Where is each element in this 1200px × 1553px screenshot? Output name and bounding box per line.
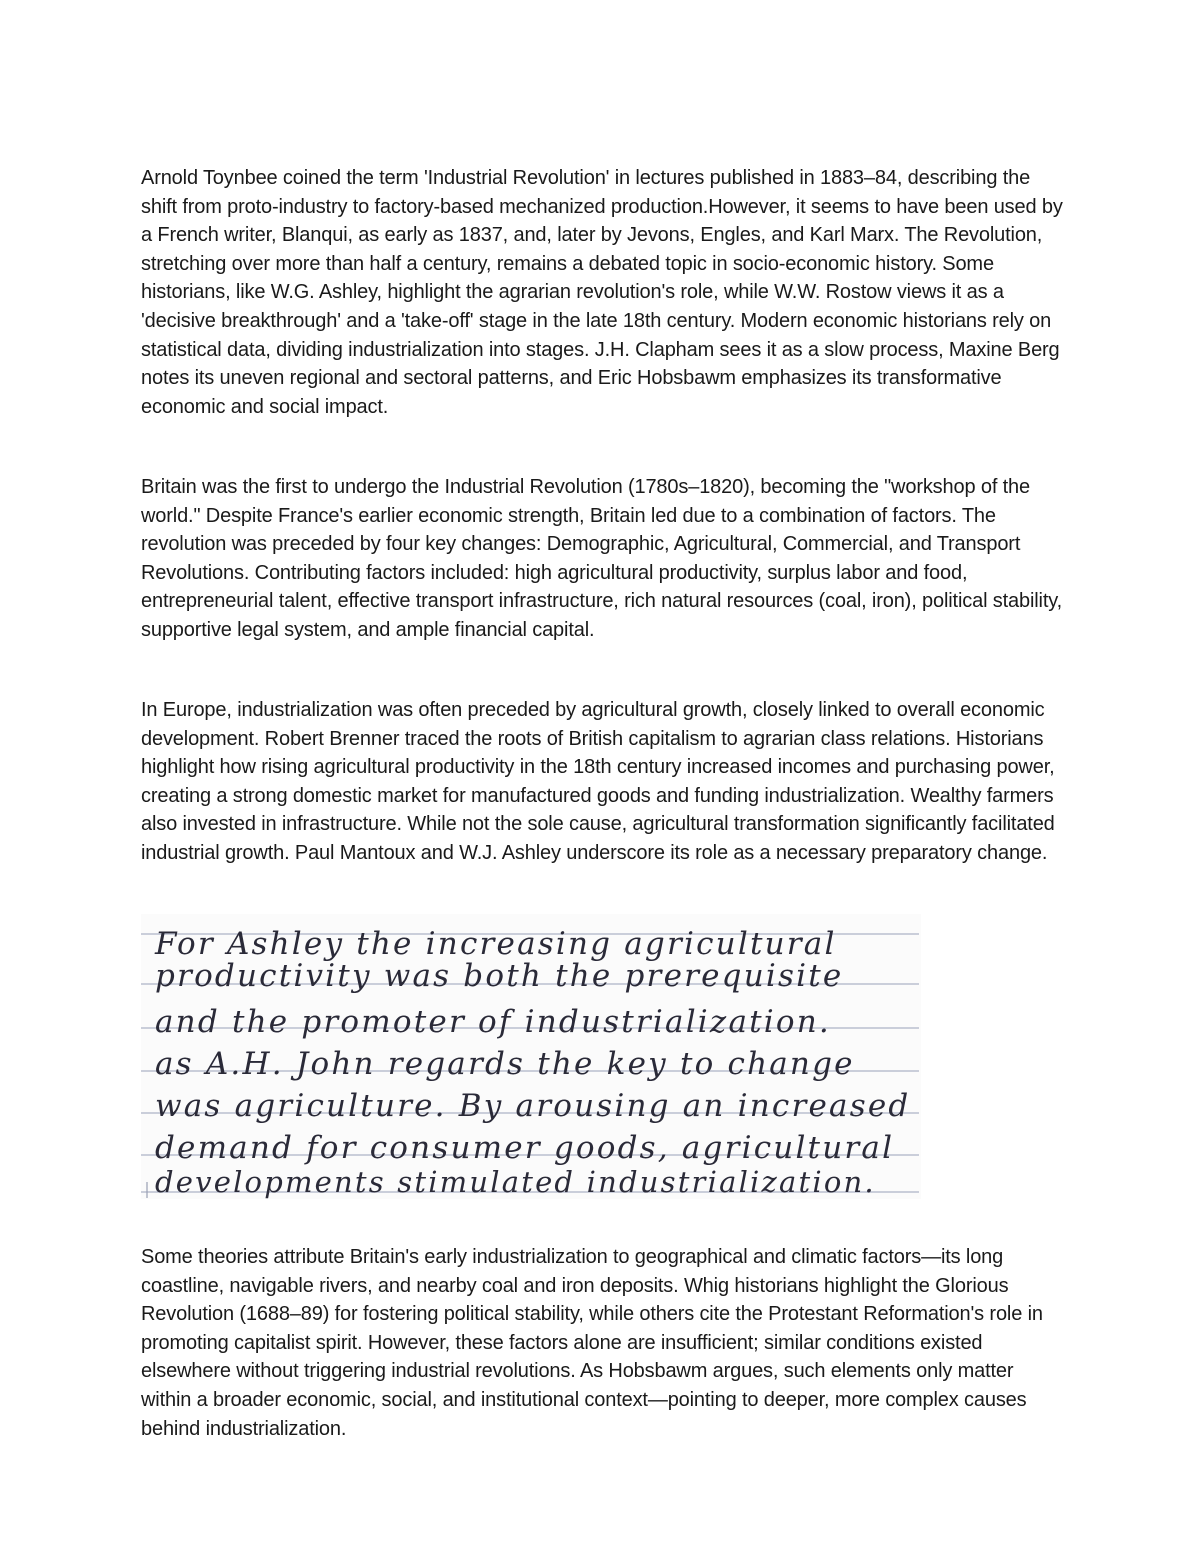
handwritten-line: productivity was both the prerequisite	[155, 958, 844, 994]
handwritten-line: For Ashley the increasing agricultural	[155, 926, 837, 962]
handwritten-line: as A.H. John regards the key to change	[155, 1046, 855, 1082]
handwritten-note-image	[141, 914, 921, 1199]
handwritten-line: and the promoter of industrialization.	[155, 1004, 831, 1040]
paragraph-europe-agriculture: In Europe, industrialization was often preceded by agricultural growth, closely linked to overall economic development. Robert Brenner traced the roots of British capitalism to agrarian class relations. Historians highlight how rising agricultural productivity in the 18th century increased incomes and purchasing power, creating a strong domestic market for manufactured goods and funding industrialization. Wealthy farmers also invested in infrastructure. While not the sole cause, agricultural transformation significantly facilitated industrial growth. Paul Mantoux and W.J. Ashley underscore its role as a necessary preparatory change.	[141, 699, 1055, 864]
paragraph-theories: Some theories attribute Britain's early industrialization to geographical and climatic factors—its long coastline, navigable rivers, and nearby coal and iron deposits. Whig historians highlight the Glorious Revolution (1688–89) for fostering political stability, while others cite the Protestant Reformation's role in promoting capitalist spirit. However, these factors alone are insufficient; similar conditions existed elsewhere without triggering industrial revolutions. As Hobsbawm argues, such elements only matter within a broader economic, social, and institutional context—pointing to deeper, more complex causes behind industrialization.	[141, 1246, 1043, 1440]
handwritten-line: demand for consumer goods, agricultural	[155, 1130, 895, 1166]
paragraph-toynbee: Arnold Toynbee coined the term 'Industrial Revolution' in lectures published in 1883–84, describing the shift from proto-industry to factory-based mechanized production.However, it seems to have been used by a French writer, Blanqui, as early as 1837, and, later by Jevons, Engles, and Karl Marx. The Revolution, stretching over more than half a century, remains a debated topic in socio-economic history. Some historians, like W.G. Ashley, highlight the agrarian revolution's role, while W.W. Rostow views it as a 'decisive breakthrough' and a 'take-off' stage in the late 18th century. Modern economic historians rely on statistical data, dividing industrialization into stages. J.H. Clapham sees it as a slow process, Maxine Berg notes its uneven regional and sectoral patterns, and Eric Hobsbawm emphasizes its transformative economic and social impact.	[141, 167, 1063, 418]
handwritten-line: developments stimulated industrialization.	[155, 1165, 876, 1199]
handwritten-line: was agriculture. By arousing an increased	[155, 1088, 911, 1124]
paragraph-britain-first: Britain was the first to undergo the Industrial Revolution (1780s–1820), becoming the "workshop of the world." Despite France's earlier economic strength, Britain led due to a combination of factors. The revolution was preceded by four key changes: Demographic, Agricultural, Commercial, and Transport Revolutions. Contributing factors included: high agricultural productivity, surplus labor and food, entrepreneurial talent, effective transport infrastructure, rich natural resources (coal, iron), political stability, supportive legal system, and ample financial capital.	[141, 476, 1063, 641]
